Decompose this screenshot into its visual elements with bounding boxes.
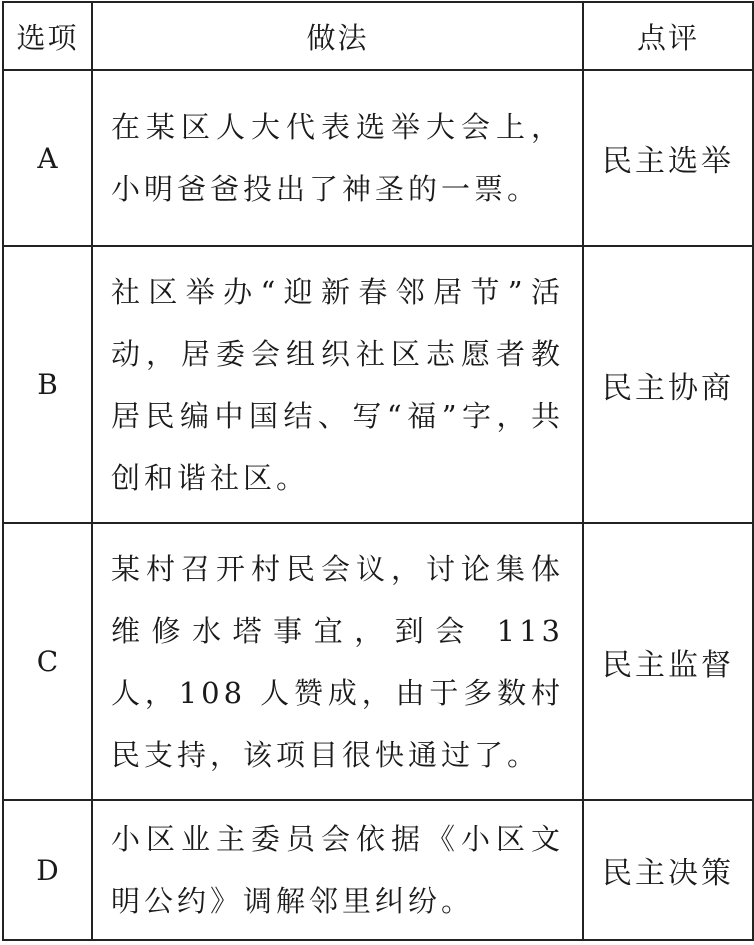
method-text: 小区业主委员会依据《小区文明公约》调解邻里纠纷。: [92, 800, 583, 940]
options-table: [2, 1, 754, 941]
table-row: [3, 246, 753, 523]
comment-text: 民主监督: [583, 523, 753, 800]
method-text: 某村召开村民会议，讨论集体维修水塔事宜，到会 113 人，108 人赞成，由于多数村民支持，该项目很快通过了。: [92, 523, 583, 800]
table-header-row: [3, 2, 753, 70]
method-text: 在某区人大代表选举大会上，小明爸爸投出了神圣的一票。: [92, 70, 583, 246]
option-label: A: [3, 70, 92, 246]
table-row: [3, 800, 753, 940]
comment-text: 民主决策: [583, 800, 753, 940]
method-text: 社区举办“迎新春邻居节”活动，居委会组织社区志愿者教居民编中国结、写“福”字，共创和谐社区。: [92, 246, 583, 523]
option-label: B: [3, 246, 92, 523]
comment-text: 民主协商: [583, 246, 753, 523]
comment-text: 民主选举: [583, 70, 753, 246]
option-label: C: [3, 523, 92, 800]
header-method: 做法: [92, 2, 583, 70]
header-option: 选项: [3, 2, 92, 70]
option-label: D: [3, 800, 92, 940]
table-row: [3, 70, 753, 246]
header-comment: 点评: [583, 2, 753, 70]
table-row: [3, 523, 753, 800]
